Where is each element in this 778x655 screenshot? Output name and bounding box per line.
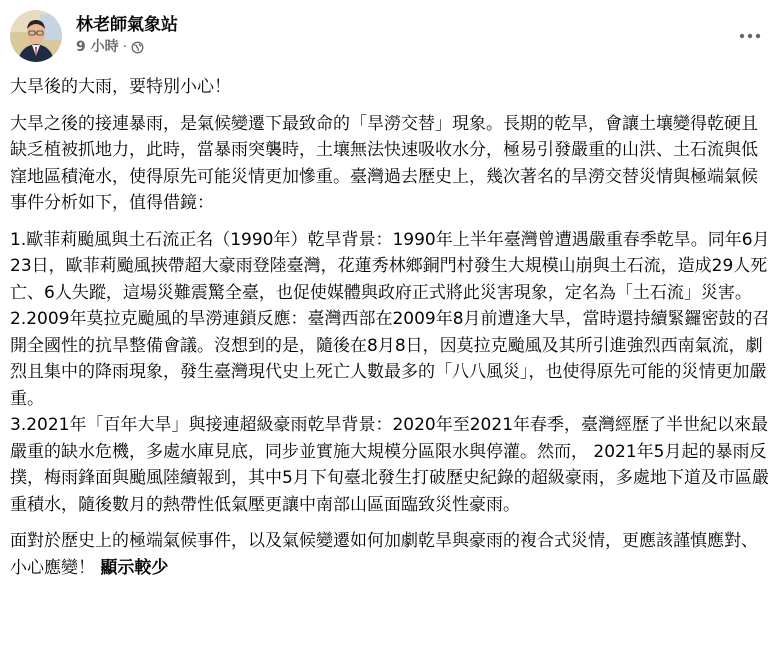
see-less-link[interactable]: 顯示較少 <box>100 557 169 578</box>
event-item-2021: 3.2021年「百年大旱」與接連超級豪雨乾旱背景：2020年至2021年春季，臺灣經歷了半世紀以來最嚴重的缺水危機，多處水庫見底，同步並實施大規模分區限水與停灌。然而， 2021年5月起的暴雨反撲，梅雨鋒面與颱風陸續報到，其中5月下旬臺北發生打破歷史紀錄的超級豪雨，多處地下道及市區嚴重積水，隨後數月的熱帶性低氣壓更讓中南部山區面臨致災性豪雨。 <box>10 415 769 515</box>
event-list <box>10 227 770 519</box>
more-options-button[interactable] <box>732 22 768 50</box>
avatar[interactable] <box>10 10 62 62</box>
post-intro: 大旱之後的接連暴雨，是氣候變遷下最致命的「旱澇交替」現象。長期的乾旱，會讓土壤變得乾硬且缺乏植被抓地力，此時，當暴雨突襲時，土壤無法快速吸收水分，極易引發嚴重的山洪、土石流與低窪地區積淹水，使得原先可能災情更加慘重。臺灣過去歷史上，幾次著名的旱澇交替災情與極端氣候事件分析如下，值得借鏡： <box>10 113 758 213</box>
post-timestamp[interactable]: 9 小時 <box>76 39 119 55</box>
author-name[interactable]: 林老師氣象站 <box>76 15 178 35</box>
post-closing <box>10 528 770 581</box>
post-meta <box>76 38 178 56</box>
post-headline: 大旱後的大雨，要特別小心！ <box>10 77 231 97</box>
meta-separator: · <box>122 39 128 55</box>
author-block <box>76 14 178 56</box>
post-header <box>10 10 768 62</box>
event-item-1990: 1.歐菲莉颱風與土石流正名（1990年）乾旱背景：1990年上半年臺灣曾遭遇嚴重春季乾旱。同年6月23日，歐菲莉颱風挾帶超大豪雨登陸臺灣，花蓮秀林鄉銅門村發生大規模山崩與土石流，造成29人死亡、6人失蹤，這場災難震驚全臺，也促使媒體與政府正式將此災害現象，定名為「土石流」災害。 <box>10 229 770 303</box>
more-horizontal-icon <box>739 33 761 39</box>
globe-icon[interactable] <box>131 41 144 54</box>
closing-text: 面對於歷史上的極端氣候事件，以及氣候變遷如何加劇乾旱與豪雨的複合式災情，更應該謹慎應對、小心應變！ <box>10 531 758 578</box>
avatar-portrait-icon <box>10 10 62 62</box>
post-content <box>10 74 770 581</box>
event-item-2009: 2.2009年莫拉克颱風的旱澇連鎖反應：臺灣西部在2009年8月前遭逢大旱，當時還持續緊鑼密鼓的召開全國性的抗旱整備會議。沒想到的是，隨後在8月8日，因莫拉克颱風及其所引進強烈西南氣流，劇烈且集中的降雨現象，發生臺灣現代史上死亡人數最多的「八八風災」，也使得原先可能的災情更加嚴重。 <box>10 309 770 409</box>
